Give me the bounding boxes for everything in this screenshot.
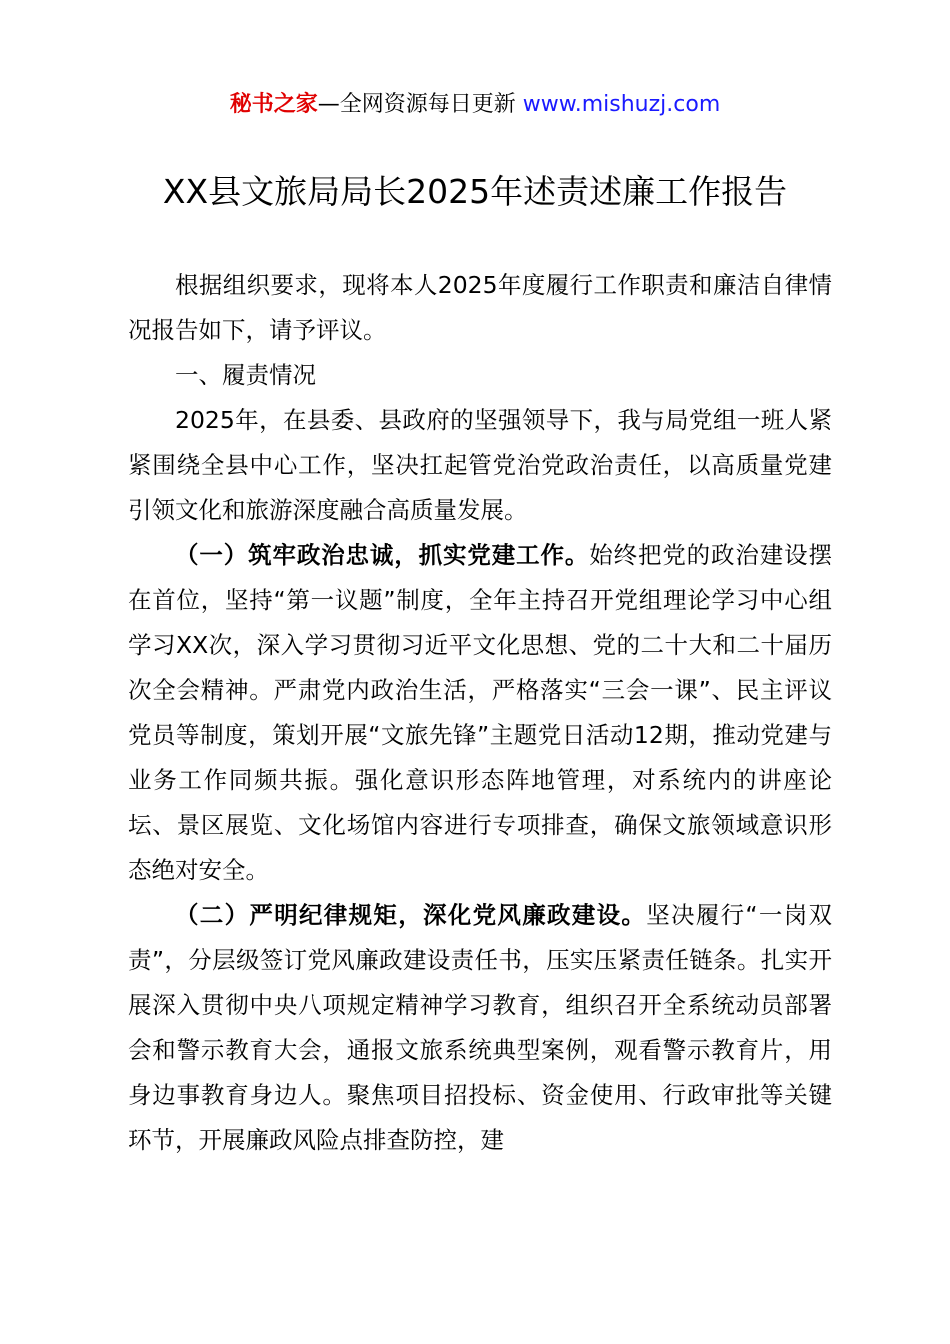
item-2-title: （二）严明纪律规矩，深化党风廉政建设。 [175,901,647,929]
section-heading-1: 一、履责情况 [175,361,316,389]
header-slogan: —全网资源每日更新 [317,92,523,117]
item-1-title: （一）筑牢政治忠诚，抓实党建工作。 [175,541,590,569]
document-title: XX县文旅局局长2025年述责述廉工作报告 [162,172,788,211]
item-2-body: 坚决履行“一岗双责”，分层级签订党风廉政建设责任书，压实压紧责任链条。扎实开展深入贯彻中央八项规定精神学习教育，组织召开全系统动员部署会和警示教育大会，通报文旅系统典型案例，观看警示教育片，用身边事教育身边人。聚焦项目招投标、资金使用、行政审批等关键环节，开展廉政风险点排查防控，建 [128,901,832,1154]
brand-name: 秘书之家 [229,92,318,117]
document-body [128,263,832,1163]
site-header [0,88,950,122]
item-1-body: 始终把党的政治建设摆在首位，坚持“第一议题”制度，全年主持召开党组理论学习中心组学习XX次，深入学习贯彻习近平文化思想、党的二十大和二十届历次全会精神。严肃党内政治生活，严格落实“三会一课”、民主评议党员等制度，策划开展“文旅先锋”主题党日活动12期，推动党建与业务工作同频共振。强化意识形态阵地管理，对系统内的讲座论坛、景区展览、文化场馆内容进行专项排查，确保文旅领域意识形态绝对安全。 [128,541,833,884]
intro-paragraph: 根据组织要求，现将本人2025年度履行工作职责和廉洁自律情况报告如下，请予评议。 [128,271,832,344]
item-1-paragraph [128,533,832,893]
section-intro-paragraph: 2025年，在县委、县政府的坚强领导下，我与局党组一班人紧紧围绕全县中心工作，坚决扛起管党治党政治责任，以高质量党建引领文化和旅游深度融合高质量发展。 [128,406,832,524]
item-2-paragraph [128,893,832,1163]
site-url-link[interactable]: www.mishuzj.com [522,92,721,117]
